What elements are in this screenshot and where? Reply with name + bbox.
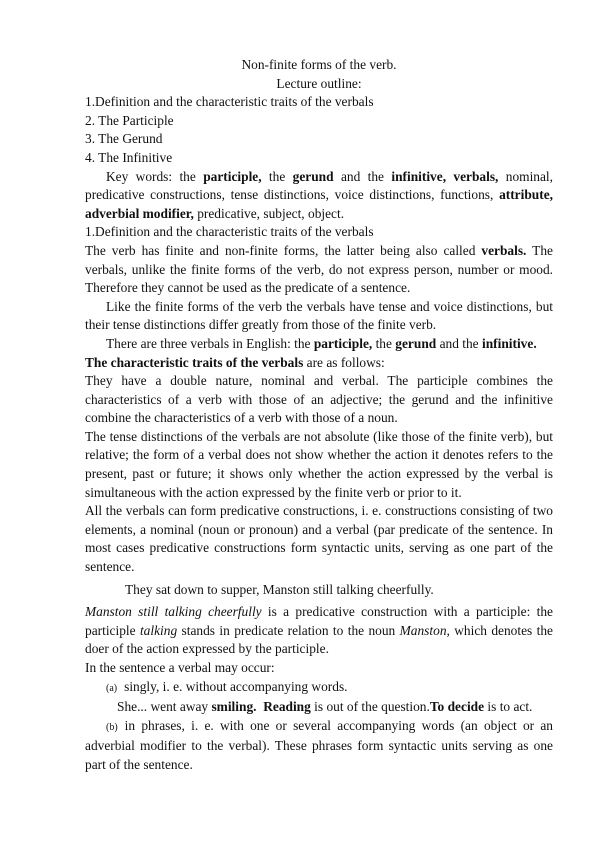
example-sentence [85,698,553,717]
text-run: She... went away [117,699,212,715]
example-sentence: They sat down to supper, Manston still talking cheerfully. [125,581,434,597]
list-item-a [85,678,553,699]
document-title: Non-finite forms of the verb. [241,57,397,72]
bold-term: verbals. [481,242,527,258]
bold-term: smiling. [211,699,257,715]
bold-term: To decide [429,699,485,715]
bold-term: gerund [395,335,437,351]
bold-term: Reading [263,699,311,715]
text-run: stands in predicate relation to the noun [177,622,400,638]
paragraph [85,242,553,298]
text-run: The verb has finite and non-finite forms, the latter being also called [85,242,482,258]
keywords-paragraph [85,168,553,224]
keywords-text: nominal, predicative constructions, tense distinctions, voice distinctions, functions, [85,168,553,203]
keyword-bold: attribute, adverbial modifier, [85,187,553,221]
keyword-bold: infinitive, verbals, [391,168,499,184]
paragraph [85,335,553,354]
paragraph: In the sentence a verbal may occur: [85,660,275,675]
text-run: There are three verbals in English: the [106,335,314,351]
keywords-text: the [261,168,293,184]
bold-term: infinitive. [481,335,537,351]
italic-term: Manston, [399,622,450,638]
text-run: is out of the question. [310,699,430,715]
paragraph: They have a double nature, nominal and verbal. The participle combines the characteristics of a verb with those of an adjective; the gerund and the infinitive combine the characteristics of a verb with those of a noun. [85,373,553,426]
keyword-bold: gerund [292,168,334,184]
bold-term: The characteristic traits of the verbals [85,354,304,370]
paragraph [85,603,553,659]
text-run: the [372,335,396,351]
section-heading: 1.Definition and the characteristic traits of the verbals [85,224,374,240]
list-marker: (b) [106,721,118,733]
text-run: singly, i. e. without accompanying words. [124,678,348,694]
text-run: are as follows: [303,354,385,370]
outline-list [85,93,553,167]
paragraph: Like the finite forms of the verb the verbals have tense and voice distinctions, but their tense distinctions differ greatly from those of the finite verb. [85,298,553,333]
outline-item: 2. The Participle [85,112,174,128]
keywords-text: and the [333,168,392,184]
italic-term: talking [139,622,178,638]
paragraph: All the verbals can form predicative constructions, i. e. constructions consisting of two elements, a nominal (noun or pronoun) and a verbal (par predicate of the sentence. In most cases predicative constructions form syntactic units, serving as one part of the sentence. [85,503,553,575]
outline-item: 1.Definition and the characteristic traits of the verbals [85,94,374,110]
keywords-text: Key words: the [106,168,204,184]
italic-term: Manston still talking cheerfully [85,604,262,620]
list-item-b [85,717,553,775]
text-run: which denotes the doer of the action expressed by the participle. [85,622,553,657]
text-run: is to act. [484,699,533,715]
text-run: in phrases, i. e. with one or several accompanying words (an object or an adverbial modifier to the verbal). These phrases form syntactic units serving as one part of the sentence. [85,717,553,772]
text-run: and the [436,335,482,351]
keyword-bold: participle, [203,168,262,184]
list-marker: (a) [106,682,118,694]
outline-item: 3. The Gerund [85,131,163,147]
document-subtitle: Lecture outline: [276,75,362,91]
text-run: The verbals, unlike the finite forms of the verb, do not express person, number or mood. Therefore they cannot be used as the predicate of a sentence. [85,242,553,296]
paragraph: The tense distinctions of the verbals are not absolute (like those of the finite verb), but relative; the form of a verbal does not show whether the action it denotes refers to the present, past or future; it shows only whether the action expressed by the verbal is simultaneous with the action expressed by the finite verb or prior to it. [85,428,553,500]
traits-heading [85,354,553,373]
keywords-text: predicative, subject, object. [193,205,345,221]
bold-term: participle, [313,335,373,351]
text-run: is a predicative construction with a participle: the participle [85,604,553,638]
document-page [85,56,553,775]
outline-item: 4. The Infinitive [85,149,173,165]
